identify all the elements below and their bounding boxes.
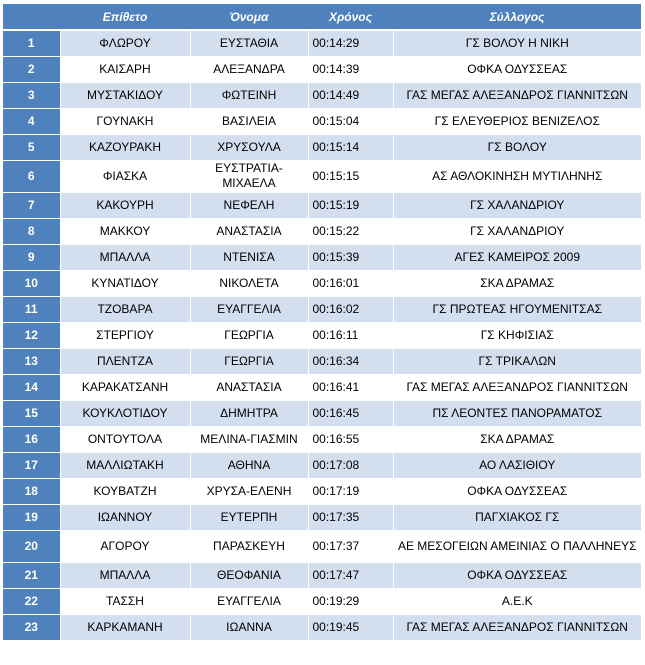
first-name-cell: ΧΡΥΣΑ-ΕΛΕΝΗ: [190, 478, 308, 504]
surname-cell: ΠΛΕΝΤΖΑ: [60, 348, 190, 374]
surname-cell: ΚΑΖΟΥΡΑΚΗ: [60, 134, 190, 160]
club-cell: ΓΣ ΧΑΛΑΝΔΡΙΟΥ: [393, 218, 641, 244]
header-row: [3, 4, 641, 30]
club-cell: ΓΑΣ ΜΕΓΑΣ ΑΛΕΞΑΝΔΡΟΣ ΓΙΑΝΝΙΤΣΩΝ: [393, 374, 641, 400]
club-cell: ΓΣ ΒΟΛΟΥ Η ΝΙΚΗ: [393, 30, 641, 56]
header-club: Σύλλογος: [393, 4, 641, 30]
rank-cell: 13: [3, 348, 60, 374]
rank-cell: 11: [3, 296, 60, 322]
table-row: [3, 426, 641, 452]
surname-cell: ΦΙΑΣΚΑ: [60, 160, 190, 192]
club-cell: ΓΣ ΧΑΛΑΝΔΡΙΟΥ: [393, 192, 641, 218]
club-cell: ΠΣ ΛΕΟΝΤΕΣ ΠΑΝΟΡΑΜΑΤΟΣ: [393, 400, 641, 426]
table-row: [3, 504, 641, 530]
rank-cell: 1: [3, 30, 60, 56]
rank-cell: 10: [3, 270, 60, 296]
first-name-cell: ΓΕΩΡΓΙΑ: [190, 348, 308, 374]
rank-cell: 8: [3, 218, 60, 244]
surname-cell: ΣΤΕΡΓΙΟΥ: [60, 322, 190, 348]
club-cell: ΣΚΑ ΔΡΑΜΑΣ: [393, 426, 641, 452]
club-cell: ΣΚΑ ΔΡΑΜΑΣ: [393, 270, 641, 296]
surname-cell: ΜΑΚΚΟΥ: [60, 218, 190, 244]
first-name-cell: ΑΛΕΞΑΝΔΡΑ: [190, 56, 308, 82]
surname-cell: ΙΩΑΝΝΟΥ: [60, 504, 190, 530]
time-cell: 00:16:01: [308, 270, 393, 296]
first-name-cell: ΜΕΛΙΝΑ-ΓΙΑΣΜΙΝ: [190, 426, 308, 452]
club-cell: ΓΣ ΠΡΩΤΕΑΣ ΗΓΟΥΜΕΝΙΤΣΑΣ: [393, 296, 641, 322]
surname-cell: ΚΥΝΑΤΙΔΟΥ: [60, 270, 190, 296]
first-name-cell: ΔΗΜΗΤΡΑ: [190, 400, 308, 426]
header-name: Όνομα: [190, 4, 308, 30]
time-cell: 00:19:45: [308, 614, 393, 640]
surname-cell: ΜΠΑΛΛΑ: [60, 244, 190, 270]
table-row: [3, 348, 641, 374]
first-name-cell: ΦΩΤΕΙΝΗ: [190, 82, 308, 108]
club-cell: ΟΦΚΑ ΟΔΥΣΣΕΑΣ: [393, 56, 641, 82]
time-cell: 00:14:29: [308, 30, 393, 56]
first-name-cell: ΓΕΩΡΓΙΑ: [190, 322, 308, 348]
rank-cell: 2: [3, 56, 60, 82]
time-cell: 00:15:15: [308, 160, 393, 192]
rank-cell: 9: [3, 244, 60, 270]
table-row: [3, 588, 641, 614]
surname-cell: ΤΑΣΣΗ: [60, 588, 190, 614]
first-name-cell: ΧΡΥΣΟΥΛΑ: [190, 134, 308, 160]
rank-cell: 19: [3, 504, 60, 530]
rank-cell: 6: [3, 160, 60, 192]
surname-cell: ΑΓΟΡΟΥ: [60, 530, 190, 562]
time-cell: 00:17:37: [308, 530, 393, 562]
surname-cell: ΜΑΛΛΙΩΤΑΚΗ: [60, 452, 190, 478]
surname-cell: ΟΝΤΟΥΤΟΛΑ: [60, 426, 190, 452]
table-row: [3, 322, 641, 348]
rank-cell: 18: [3, 478, 60, 504]
club-cell: ΓΑΣ ΜΕΓΑΣ ΑΛΕΞΑΝΔΡΟΣ ΓΙΑΝΝΙΤΣΩΝ: [393, 82, 641, 108]
table-row: [3, 562, 641, 588]
table-row: [3, 614, 641, 640]
rank-cell: 5: [3, 134, 60, 160]
time-cell: 00:14:49: [308, 82, 393, 108]
table-row: [3, 530, 641, 562]
surname-cell: ΤΖΟΒΑΡΑ: [60, 296, 190, 322]
surname-cell: ΜΠΑΛΛΑ: [60, 562, 190, 588]
time-cell: 00:16:34: [308, 348, 393, 374]
rank-cell: 20: [3, 530, 60, 562]
club-cell: ΓΣ ΤΡΙΚΑΛΩΝ: [393, 348, 641, 374]
first-name-cell: ΑΝΑΣΤΑΣΙΑ: [190, 218, 308, 244]
header-time: Χρόνος: [308, 4, 393, 30]
header-surname: Επίθετο: [60, 4, 190, 30]
rank-cell: 15: [3, 400, 60, 426]
surname-cell: ΚΑΡΚΑΜΑΝΗ: [60, 614, 190, 640]
first-name-cell: ΙΩΑΝΝΑ: [190, 614, 308, 640]
time-cell: 00:17:35: [308, 504, 393, 530]
table-row: [3, 192, 641, 218]
table-row: [3, 400, 641, 426]
time-cell: 00:15:22: [308, 218, 393, 244]
first-name-cell: ΒΑΣΙΛΕΙΑ: [190, 108, 308, 134]
first-name-cell: ΝΙΚΟΛΕΤΑ: [190, 270, 308, 296]
table-row: [3, 134, 641, 160]
time-cell: 00:16:41: [308, 374, 393, 400]
surname-cell: ΓΟΥΝΑΚΗ: [60, 108, 190, 134]
first-name-cell: ΑΘΗΝΑ: [190, 452, 308, 478]
table-row: [3, 82, 641, 108]
table-row: [3, 244, 641, 270]
first-name-cell: ΕΥΑΓΓΕΛΙΑ: [190, 588, 308, 614]
club-cell: ΠΑΓΧΙΑΚΟΣ ΓΣ: [393, 504, 641, 530]
club-cell: ΑΕ ΜΕΣΟΓΕΙΩΝ ΑΜΕΙΝΙΑΣ Ο ΠΑΛΛΗΝΕΥΣ: [393, 530, 641, 562]
rank-cell: 3: [3, 82, 60, 108]
rank-cell: 4: [3, 108, 60, 134]
first-name-cell: ΝΕΦΕΛΗ: [190, 192, 308, 218]
first-name-cell: ΠΑΡΑΣΚΕΥΗ: [190, 530, 308, 562]
surname-cell: ΜΥΣΤΑΚΙΔΟΥ: [60, 82, 190, 108]
club-cell: ΑΓΕΣ ΚΑΜΕΙΡΟΣ 2009: [393, 244, 641, 270]
first-name-cell: ΕΥΑΓΓΕΛΙΑ: [190, 296, 308, 322]
time-cell: 00:17:08: [308, 452, 393, 478]
club-cell: ΑΟ ΛΑΣΙΘΙΟΥ: [393, 452, 641, 478]
table-row: [3, 374, 641, 400]
results-body: [3, 30, 641, 640]
header-rank: [3, 4, 60, 30]
time-cell: 00:17:47: [308, 562, 393, 588]
rank-cell: 16: [3, 426, 60, 452]
first-name-cell: ΕΥΣΤΑΘΙΑ: [190, 30, 308, 56]
club-cell: ΟΦΚΑ ΟΔΥΣΣΕΑΣ: [393, 478, 641, 504]
table-row: [3, 452, 641, 478]
first-name-cell: ΘΕΟΦΑΝΙΑ: [190, 562, 308, 588]
club-cell: ΓΣ ΒΟΛΟΥ: [393, 134, 641, 160]
table-row: [3, 108, 641, 134]
time-cell: 00:16:02: [308, 296, 393, 322]
time-cell: 00:17:19: [308, 478, 393, 504]
time-cell: 00:15:04: [308, 108, 393, 134]
rank-cell: 7: [3, 192, 60, 218]
table-row: [3, 296, 641, 322]
table-row: [3, 478, 641, 504]
table-row: [3, 218, 641, 244]
rank-cell: 12: [3, 322, 60, 348]
club-cell: ΑΣ ΑΘΛΟΚΙΝΗΣΗ ΜΥΤΙΛΗΝΗΣ: [393, 160, 641, 192]
club-cell: ΓΑΣ ΜΕΓΑΣ ΑΛΕΞΑΝΔΡΟΣ ΓΙΑΝΝΙΤΣΩΝ: [393, 614, 641, 640]
rank-cell: 14: [3, 374, 60, 400]
time-cell: 00:16:11: [308, 322, 393, 348]
rank-cell: 21: [3, 562, 60, 588]
time-cell: 00:16:45: [308, 400, 393, 426]
club-cell: ΓΣ ΕΛΕΥΘΕΡΙΟΣ ΒΕΝΙΖΕΛΟΣ: [393, 108, 641, 134]
table-row: [3, 270, 641, 296]
table-row: [3, 160, 641, 192]
time-cell: 00:16:55: [308, 426, 393, 452]
surname-cell: ΚΑΚΟΥΡΗ: [60, 192, 190, 218]
first-name-cell: ΑΝΑΣΤΑΣΙΑ: [190, 374, 308, 400]
table-row: [3, 56, 641, 82]
surname-cell: ΦΛΩΡΟΥ: [60, 30, 190, 56]
first-name-cell: ΝΤΕΝΙΣΑ: [190, 244, 308, 270]
surname-cell: ΚΑΙΣΑΡΗ: [60, 56, 190, 82]
rank-cell: 17: [3, 452, 60, 478]
results-table: [3, 4, 641, 641]
rank-cell: 23: [3, 614, 60, 640]
surname-cell: ΚΟΥΚΛΟΤΙΔΟΥ: [60, 400, 190, 426]
time-cell: 00:15:14: [308, 134, 393, 160]
time-cell: 00:14:39: [308, 56, 393, 82]
first-name-cell: ΕΥΣΤΡΑΤΙΑ-ΜΙΧΑΕΛΑ: [190, 160, 308, 192]
table-row: [3, 30, 641, 56]
time-cell: 00:15:19: [308, 192, 393, 218]
club-cell: ΓΣ ΚΗΦΙΣΙΑΣ: [393, 322, 641, 348]
time-cell: 00:19:29: [308, 588, 393, 614]
club-cell: Α.Ε.Κ: [393, 588, 641, 614]
club-cell: ΟΦΚΑ ΟΔΥΣΣΕΑΣ: [393, 562, 641, 588]
rank-cell: 22: [3, 588, 60, 614]
surname-cell: ΚΟΥΒΑΤΖΗ: [60, 478, 190, 504]
time-cell: 00:15:39: [308, 244, 393, 270]
surname-cell: ΚΑΡΑΚΑΤΣΑΝΗ: [60, 374, 190, 400]
first-name-cell: ΕΥΤΕΡΠΗ: [190, 504, 308, 530]
